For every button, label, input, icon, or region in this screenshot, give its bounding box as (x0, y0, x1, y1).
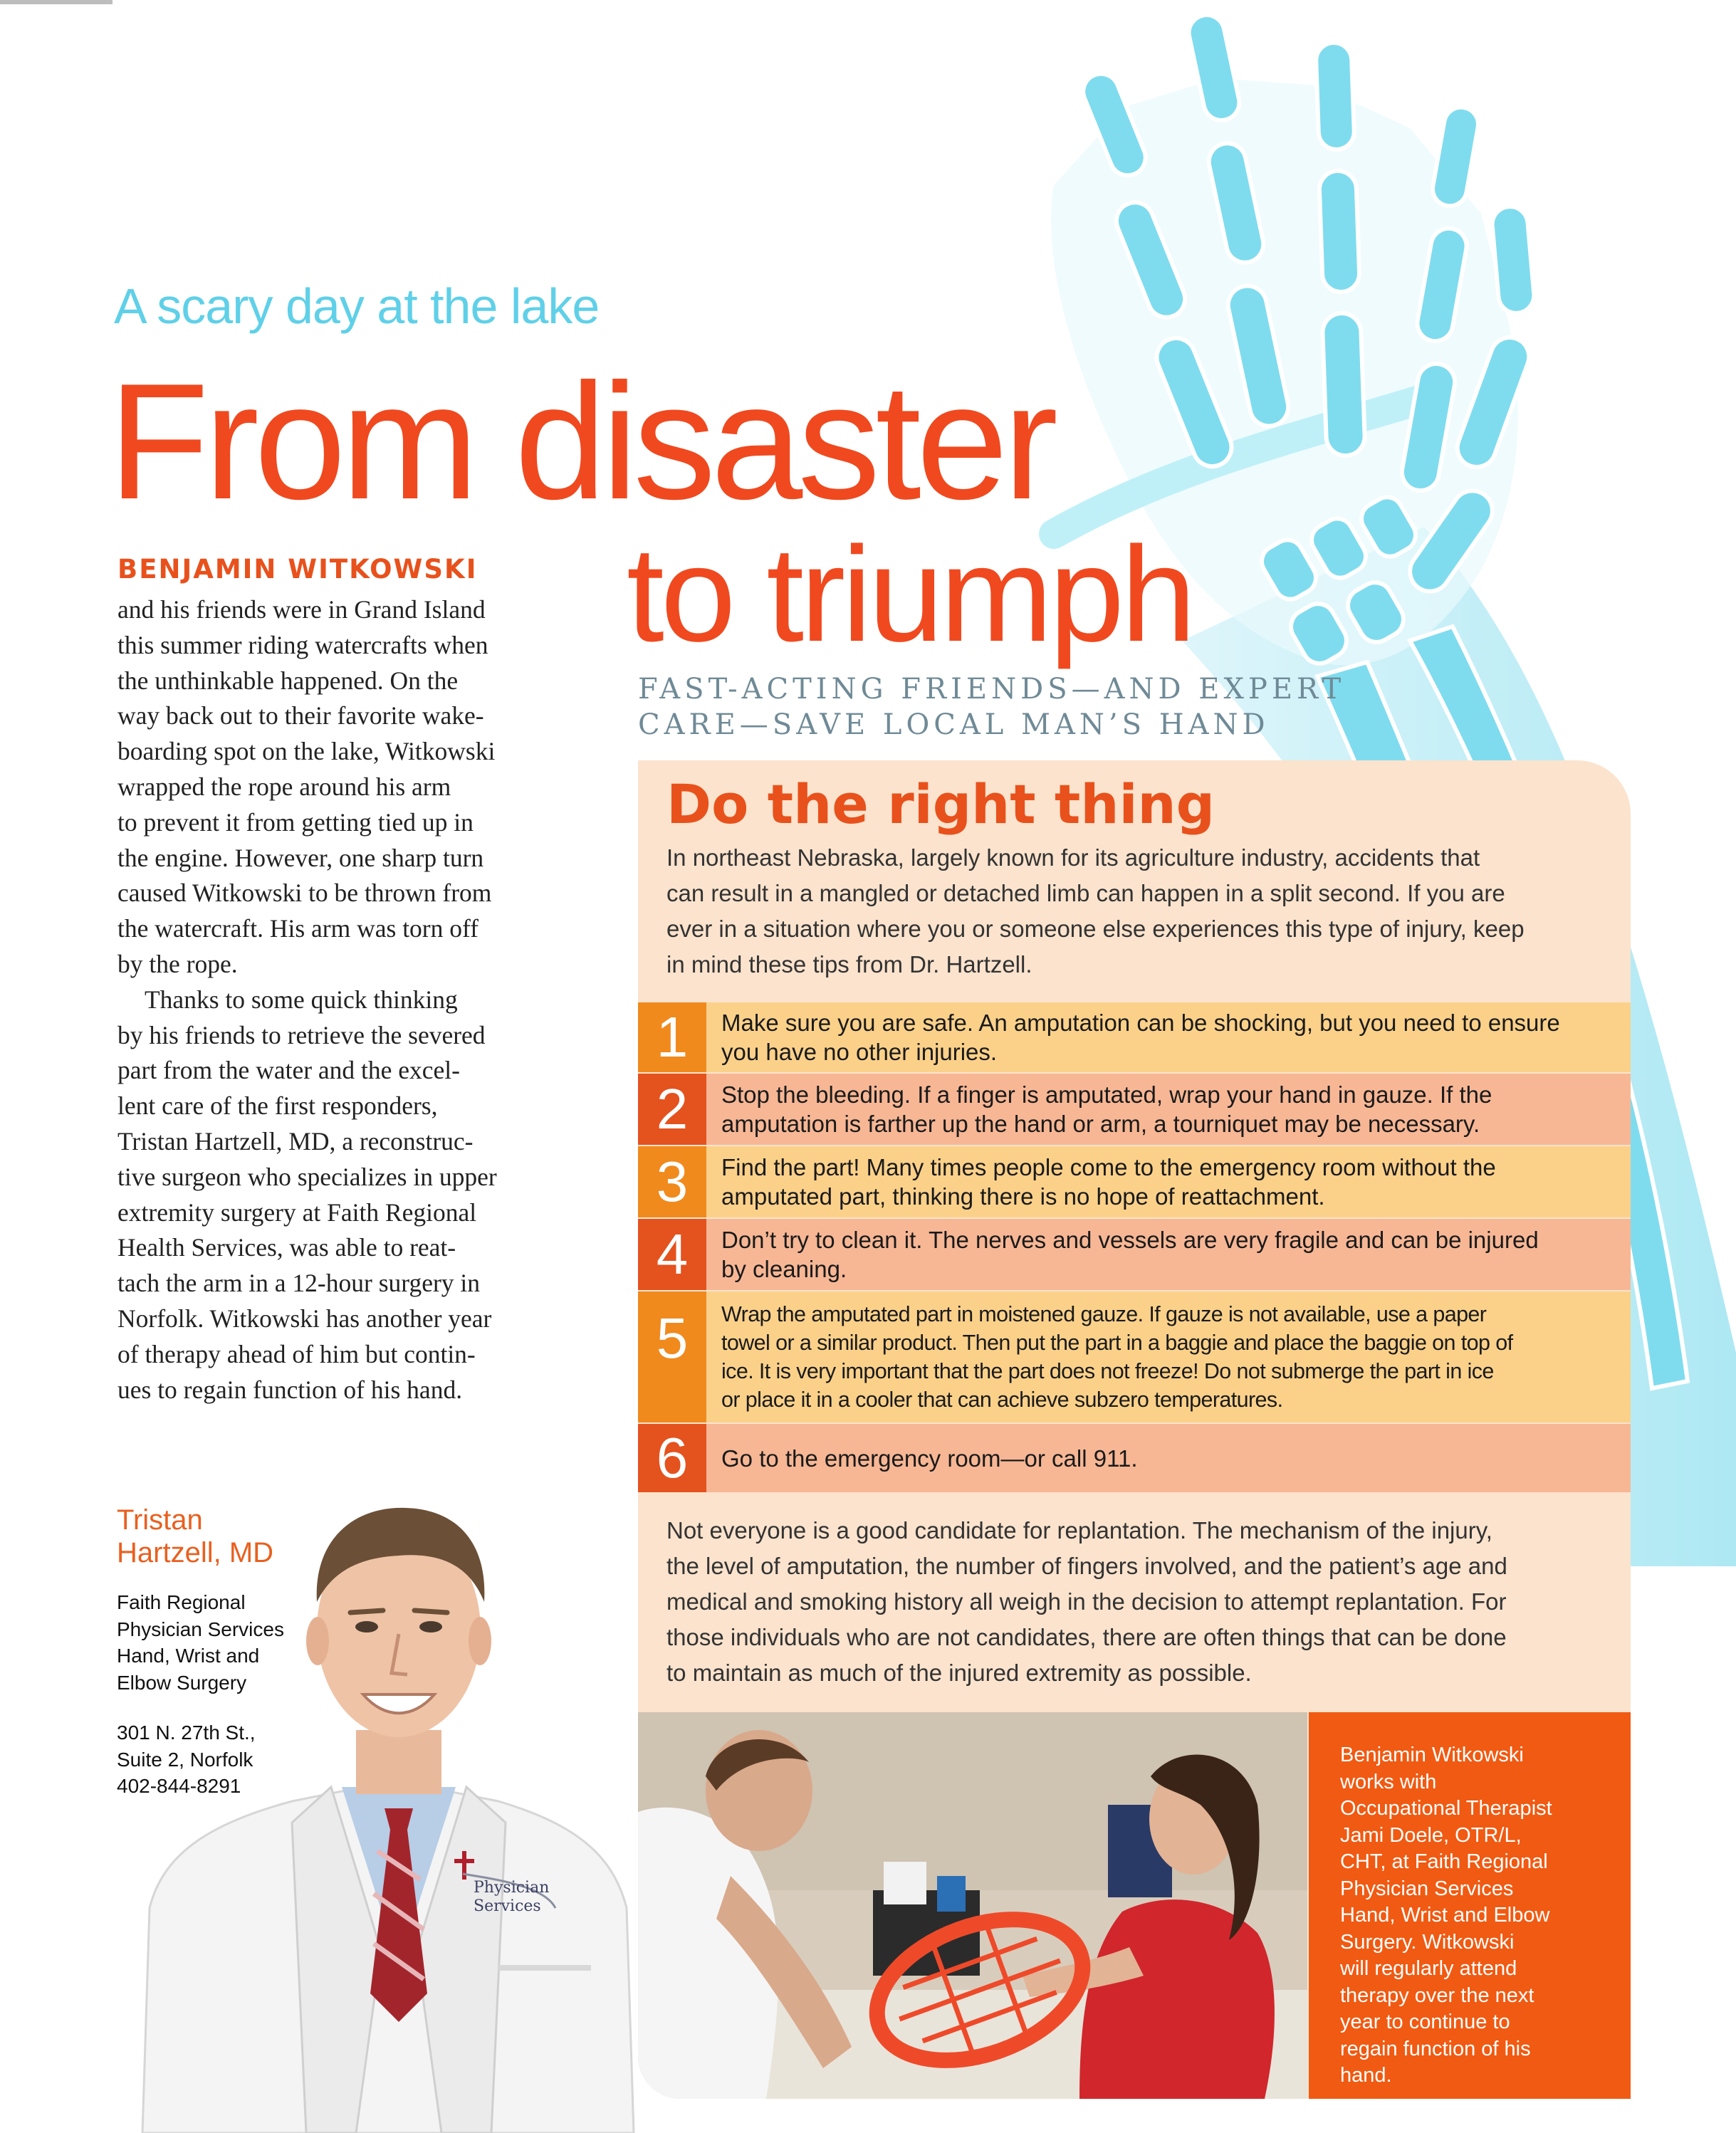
doctor-name-line: Tristan (117, 1504, 203, 1536)
caption-line: Hand, Wrist and Elbow (1340, 1904, 1550, 1927)
article-line: part from the water and the excel- (117, 1056, 460, 1085)
step-line: Find the part! Many times people come to the emergency room without the (721, 1154, 1496, 1180)
intro-line: In northeast Nebraska, largely known for its agriculture industry, accidents that (666, 844, 1480, 871)
article-line: tive surgeon who specializes in upper (117, 1162, 497, 1191)
intro-line: ever in a situation where you or someone else experiences this type of injury, keep (666, 916, 1525, 942)
byline: BENJAMIN WITKOWSKI (117, 554, 478, 585)
affiliation-line: Hand, Wrist and (117, 1645, 260, 1667)
caption-line: Benjamin Witkowski (1340, 1744, 1524, 1766)
article-line: ues to regain function of his hand. (117, 1375, 463, 1404)
caption-line: Jami Doele, OTR/L, (1340, 1823, 1522, 1847)
step-line: Stop the bleeding. If a finger is amputated, wrap your hand in gauze. If the (721, 1081, 1492, 1108)
doctor-name (117, 1504, 345, 1569)
outro-line: the level of amputation, the number of fingers involved, and the patient’s age and (666, 1553, 1507, 1579)
step-number: 5 (638, 1291, 706, 1422)
step-line: Don’t try to clean it. The nerves and vessels are very fragile and can be injured (721, 1227, 1539, 1253)
step-number: 1 (638, 1002, 706, 1072)
outro-line: to maintain as much of the injured extremity as possible. (666, 1660, 1252, 1686)
caption-line: CHT, at Faith Regional (1340, 1850, 1548, 1873)
caption-line: Occupational Therapist (1340, 1797, 1552, 1820)
article-line: Health Services, was able to reat- (117, 1233, 456, 1262)
step-number: 3 (638, 1146, 706, 1217)
caption-line: works with (1340, 1770, 1437, 1793)
article-line: by his friends to retrieve the severed (117, 1020, 486, 1049)
tip-step-4 (638, 1219, 1631, 1290)
caption-line: regain function of his (1340, 2037, 1531, 2060)
step-text (721, 1291, 1623, 1422)
tips-intro (666, 840, 1525, 982)
affiliation-line: Physician Services (117, 1618, 284, 1640)
outro-line: medical and smoking history all weigh in the decision to attempt replantation. For (666, 1588, 1507, 1615)
tip-step-2 (638, 1074, 1631, 1145)
outro-line: Not everyone is a good candidate for replantation. The mechanism of the injury, (666, 1517, 1492, 1544)
article-body (117, 592, 580, 1408)
therapy-session-photo (638, 1712, 1307, 2099)
article-line: Thanks to some quick thinking (145, 985, 458, 1014)
page-corner-bar (0, 0, 113, 4)
deck-line2: CARE—SAVE LOCAL MAN’S HAND (638, 708, 1270, 741)
article-line: and his friends were in Grand Island (117, 595, 486, 624)
step-line: Make sure you are safe. An amputation can be shocking, but you need to ensure (721, 1010, 1560, 1036)
address-line: 301 N. 27th St., (117, 1721, 256, 1744)
tip-step-1 (638, 1002, 1631, 1072)
step-line: towel or a similar product. Then put the part in a baggie and place the baggie on top of (721, 1331, 1513, 1355)
caption-line: year to continue to (1340, 2011, 1510, 2033)
step-text (721, 1219, 1623, 1290)
article-line: way back out to their favorite wake- (117, 701, 484, 730)
article-line: the engine. However, one sharp turn (117, 843, 484, 872)
intro-line: can result in a mangled or detached limb can happen in a split second. If you are (666, 880, 1505, 906)
step-number: 4 (638, 1219, 706, 1290)
tip-step-3 (638, 1146, 1631, 1217)
caption-line: Physician Services (1340, 1877, 1514, 1900)
step-line: amputation is farther up the hand or arm, a tourniquet may be necessary. (721, 1111, 1480, 1137)
article-line: tach the arm in a 12-hour surgery in (117, 1269, 481, 1298)
outro-line: those individuals who are not candidates, there are often things that can be done (666, 1624, 1507, 1650)
article-line: caused Witkowski to be thrown from (117, 879, 492, 908)
caption-line: will regularly attend (1340, 1957, 1517, 1980)
step-line: Wrap the amputated part in moistened gauze. If gauze is not available, use a paper (721, 1302, 1487, 1326)
svg-text:Physician: Physician (474, 1879, 550, 1897)
doctor-name-line: Hartzell, MD (117, 1537, 274, 1568)
article-line: Tristan Hartzell, MD, a reconstruc- (117, 1126, 474, 1155)
intro-line: in mind these tips from Dr. Hartzell. (666, 951, 1032, 978)
step-text (721, 1074, 1623, 1145)
step-line: amputated part, thinking there is no hope of reattachment. (721, 1183, 1325, 1210)
address-line: Suite 2, Norfolk (117, 1748, 253, 1771)
headline-line1: From disaster (108, 350, 1054, 534)
step-number: 2 (638, 1074, 706, 1145)
step-text (721, 1146, 1623, 1217)
photo-caption (1340, 1742, 1625, 2090)
step-line: or place it in a cooler that can achieve subzero temperatures. (721, 1388, 1283, 1412)
doctor-affiliation (117, 1589, 330, 1696)
article-line: to prevent it from getting tied up in (117, 807, 474, 837)
caption-line: therapy over the next (1340, 1983, 1534, 2007)
step-number: 6 (638, 1424, 706, 1492)
affiliation-line: Elbow Surgery (117, 1671, 247, 1694)
kicker: A scary day at the lake (114, 278, 600, 334)
phone-number: 402-844-8291 (117, 1775, 241, 1797)
article-line: boarding spot on the lake, Witkowski (117, 737, 496, 766)
tip-step-6 (638, 1424, 1631, 1492)
tips-title: Do the right thing (666, 772, 1215, 836)
article-line: of therapy ahead of him but contin- (117, 1339, 476, 1368)
caption-line: hand. (1340, 2064, 1392, 2087)
svg-text:Services: Services (474, 1897, 541, 1915)
tips-outro (666, 1513, 1507, 1691)
article-line: the watercraft. His arm was torn off (117, 914, 479, 943)
article-line: this summer riding watercrafts when (117, 630, 488, 659)
deck-line1: FAST-ACTING FRIENDS—AND EXPERT (638, 673, 1346, 706)
step-line: you have no other injuries. (721, 1039, 998, 1065)
step-line: by cleaning. (721, 1256, 847, 1282)
article-line: extremity surgery at Faith Regional (117, 1197, 477, 1227)
tip-step-5 (638, 1291, 1631, 1422)
step-text (721, 1424, 1623, 1492)
article-line: lent care of the first responders, (117, 1091, 438, 1121)
doctor-address (117, 1719, 330, 1800)
step-text (721, 1002, 1623, 1072)
step-line: ice. It is very important that the part does not freeze! Do not submerge the part in ice (721, 1359, 1494, 1383)
article-line: the unthinkable happened. On the (117, 666, 459, 695)
article-line: by the rope. (117, 949, 238, 978)
affiliation-line: Faith Regional (117, 1591, 246, 1613)
article-line: wrapped the rope around his arm (117, 772, 451, 801)
article-line: Norfolk. Witkowski has another year (117, 1304, 492, 1333)
step-line: Go to the emergency room—or call 911. (721, 1445, 1138, 1472)
caption-line: Surgery. Witkowski (1340, 1930, 1515, 1954)
headline-line2: to triumph (627, 519, 1193, 670)
